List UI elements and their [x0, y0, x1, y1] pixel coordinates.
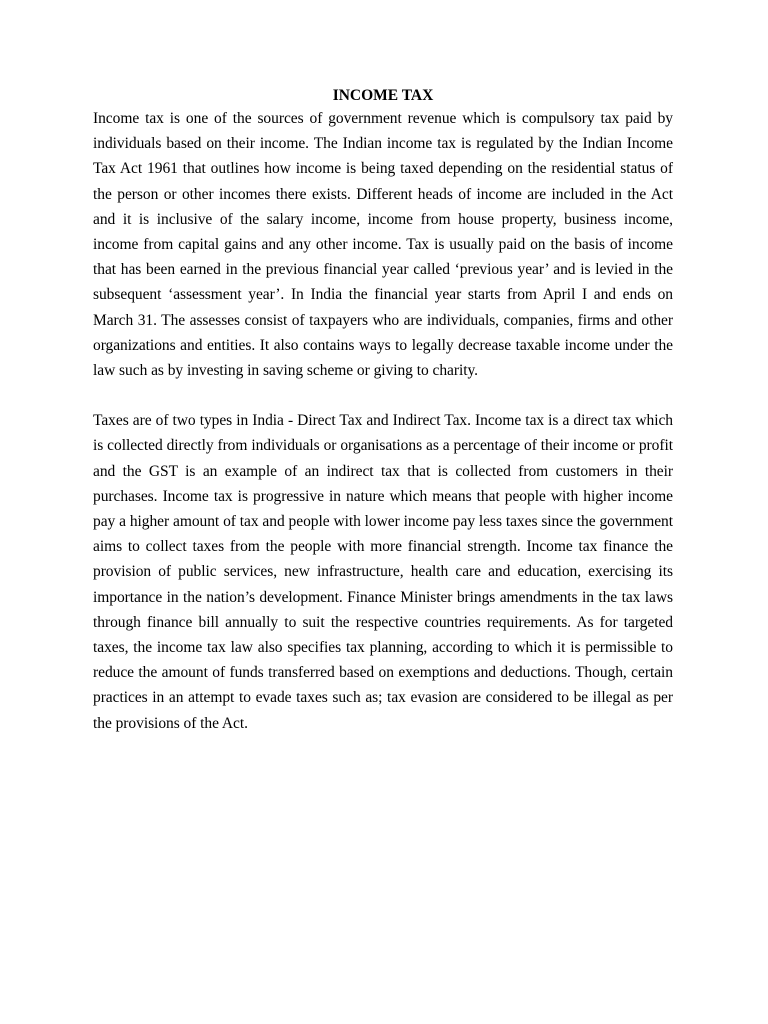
document-title: INCOME TAX [332, 87, 434, 104]
paragraph-2: Taxes are of two types in India - Direct Tax and Indirect Tax. Income tax is a direct tax which is collected directly from individuals or organisations as a percentage of their income or profit and the GST is an example of an indirect tax that is collected from customers in their purchases. Income tax is progressive in nature which means that people with higher income pay a higher amount of tax and people with lower income pay less taxes since the government aims to collect taxes from the people with more financial strength. Income tax finance the provision of public services, new infrastructure, health care and education, exercising its importance in the nation’s development. Finance Minister brings amendments in the tax laws through finance bill annually to suit the respective countries requirements. As for targeted taxes, the income tax law also specifies tax planning, according to which it is permissible to reduce the amount of funds transferred based on exemptions and deductions. Though, certain practices in an attempt to evade taxes such as; tax evasion are considered to be illegal as per the provisions of the Act. [93, 412, 673, 732]
paragraph-1: Income tax is one of the sources of government revenue which is compulsory tax paid by individuals based on their income. The Indian income tax is regulated by the Indian Income Tax Act 1961 that outlines how income is being taxed depending on the residential status of the person or other incomes there exists. Different heads of income are included in the Act and it is inclusive of the salary income, income from house property, business income, income from capital gains and any other income. Tax is usually paid on the basis of income that has been earned in the previous financial year called ‘previous year’ and is levied in the subsequent ‘assessment year’. In India the financial year starts from April I and ends on March 31. The assesses consist of taxpayers who are individuals, companies, firms and other organizations and entities. It also contains ways to legally decrease taxable income under the law such as by investing in saving scheme or giving to charity. [93, 110, 673, 380]
document-page [93, 86, 673, 736]
